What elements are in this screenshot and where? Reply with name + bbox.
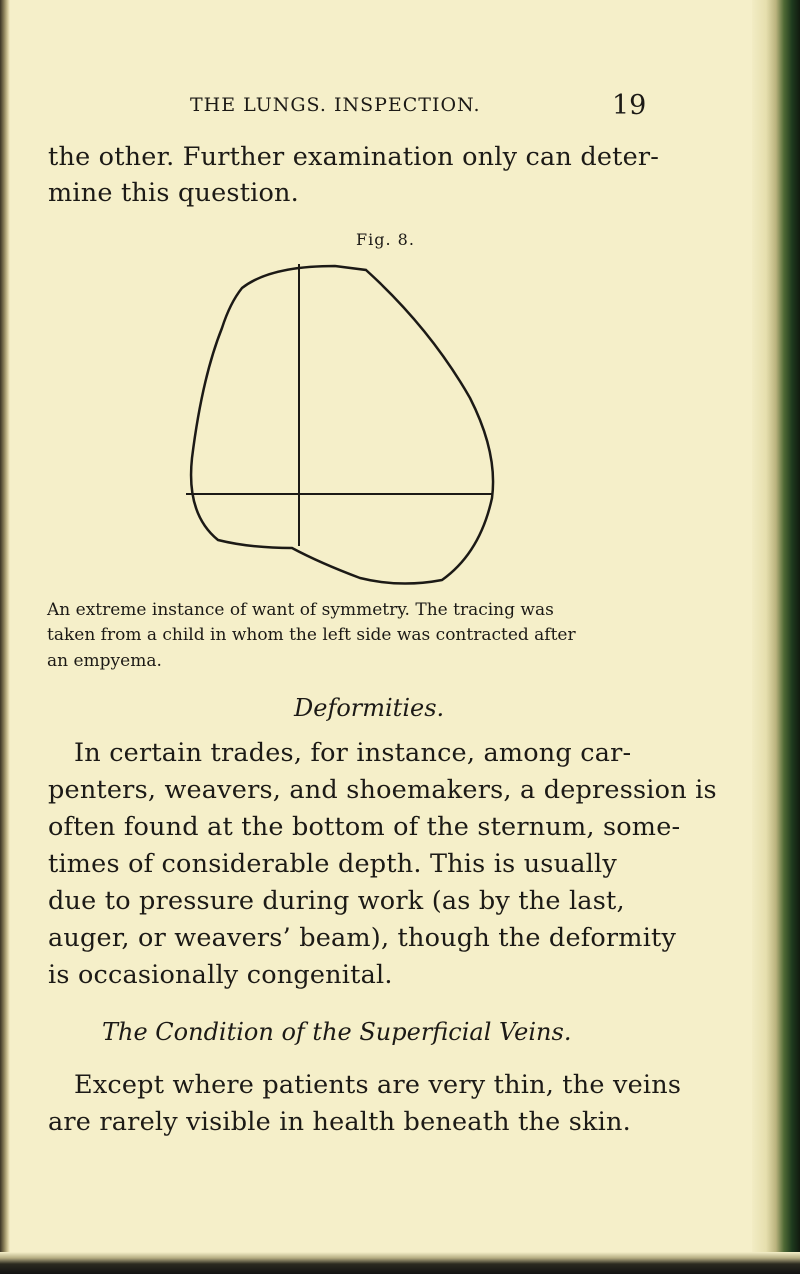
chest-outline xyxy=(191,266,493,584)
intro-line-2: mine this question. xyxy=(48,178,299,208)
deformities-line-3: often found at the bottom of the sternum, some- xyxy=(48,812,681,842)
deformities-line-7: is occasionally congenital. xyxy=(48,960,393,990)
veins-line-1: Except where patients are very thin, the veins xyxy=(74,1070,682,1100)
veins-line-2: are rarely visible in health beneath the skin. xyxy=(48,1107,631,1137)
chest-tracing-figure xyxy=(180,258,510,588)
deformities-line-6: auger, or weavers’ beam), though the deformity xyxy=(48,923,677,953)
intro-line-1: the other. Further examination only can deter- xyxy=(48,142,660,172)
deformities-line-1: In certain trades, for instance, among car- xyxy=(74,738,632,768)
page-bottom-edge xyxy=(0,1252,800,1274)
deformities-line-5: due to pressure during work (as by the last, xyxy=(48,886,625,916)
caption-line-2: taken from a child in whom the left side was contracted after xyxy=(47,625,576,645)
caption-line-1: An extreme instance of want of symmetry. The tracing was xyxy=(47,600,554,620)
running-header: THE LUNGS. INSPECTION. xyxy=(190,94,481,116)
deformities-line-2: penters, weavers, and shoemakers, a depression is xyxy=(48,775,717,805)
section-heading-deformities: Deformities. xyxy=(294,694,445,722)
book-cover-edge xyxy=(752,0,800,1274)
caption-line-3: an empyema. xyxy=(47,651,162,671)
page-number: 19 xyxy=(612,90,647,121)
figure-label: Fig. 8. xyxy=(356,230,415,249)
section-heading-veins: The Condition of the Superficial Veins. xyxy=(102,1018,572,1046)
deformities-line-4: times of considerable depth. This is usually xyxy=(48,849,617,879)
page-binding-edge xyxy=(0,0,10,1274)
